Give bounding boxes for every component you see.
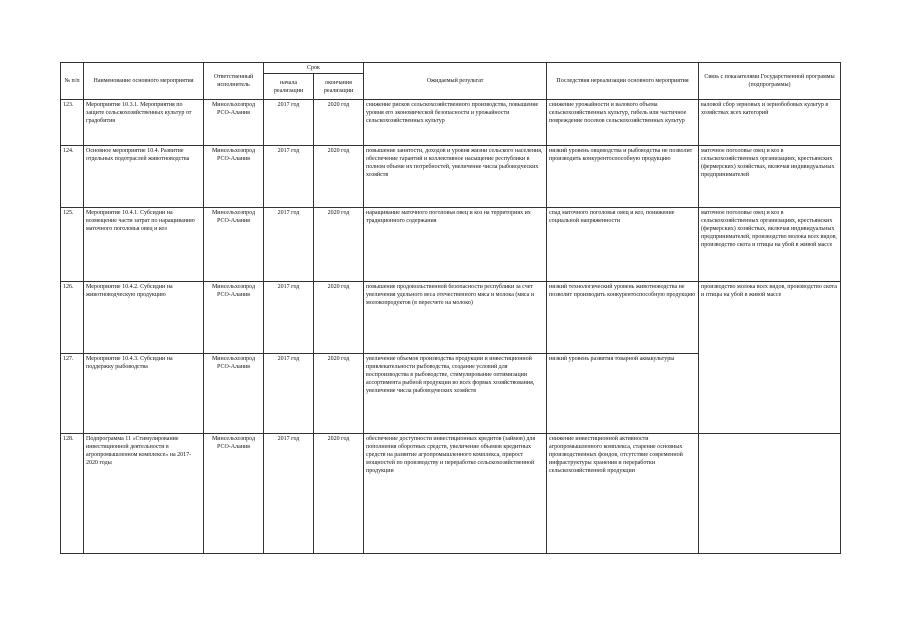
row-result: обеспечение доступности инвестиционных кредитов (займов) для пополнения оборотных средств, увеличение объемов кредитных средств на развитие агропромышленного комплекса, прирост мощностей по производству и переработке сельскохозяйственной продукции xyxy=(364,434,547,554)
row-name: Мероприятие 10.4.1. Субсидии на возмещение части затрат по наращиванию маточного поголовья овец и коз xyxy=(84,208,204,282)
row-link: маточное поголовье овец и коз в сельскохозяйственных организациях, крестьянских (фермерских) хозяйствах, включая индивидуальных предпринимателей xyxy=(699,146,841,208)
row-responsible: Минсельхозпрод РСО-Алания xyxy=(204,434,264,554)
header-responsible: Ответственный исполнитель xyxy=(204,63,264,100)
row-end: 2020 год xyxy=(314,100,364,146)
header-num: № п/п xyxy=(61,63,84,100)
row-consequences: низкий уровень овцеводства и рыбоводства не позволит производить конкурентоспособную продукцию xyxy=(547,146,699,208)
row-name: Основное мероприятие 10.4. Развитие отдельных подотраслей животноводства xyxy=(84,146,204,208)
row-end: 2020 год xyxy=(314,282,364,354)
row-start: 2017 год xyxy=(264,282,314,354)
row-start: 2017 год xyxy=(264,100,314,146)
row-start: 2017 год xyxy=(264,146,314,208)
header-result: Ожидаемый результат xyxy=(364,63,547,100)
row-result: наращивание маточного поголовья овец и коз на территориях их традиционного содержания xyxy=(364,208,547,282)
row-end: 2020 год xyxy=(314,146,364,208)
row-start: 2017 год xyxy=(264,208,314,282)
row-num: 123. xyxy=(61,100,84,146)
header-term: Срок xyxy=(264,63,364,74)
header-link: Связь с показателями Государственной программы (подпрограммы) xyxy=(699,63,841,100)
row-result: повышение продовольственной безопасности республики за счет увеличения удельного веса отечественного мяса и молока (мяса и молокопродуктов (в пересчете на молоко) xyxy=(364,282,547,354)
table-row xyxy=(61,100,841,146)
row-num: 127. xyxy=(61,354,84,434)
row-responsible: Минсельхозпрод РСО-Алания xyxy=(204,208,264,282)
row-result: снижение рисков сельскохозяйственного производства, повышение уровня его экономической безопасности и урожайности сельскохозяйственных культур xyxy=(364,100,547,146)
row-link xyxy=(699,434,841,554)
row-consequences: снижение урожайности и валового объема сельскохозяйственных культур, гибель или частичное повреждение посевов сельскохозяйственных культур xyxy=(547,100,699,146)
row-start: 2017 год xyxy=(264,354,314,434)
row-result: увеличение объемов производства продукции и инвестиционной привлекательности рыбоводства, создание условий для воспроизводства в рыбоводстве, стимулирование оптимизации ассортимента рыбной продукции во всех формах хозяйствования, увеличение числа рыбоводческих хозяйств xyxy=(364,354,547,434)
table-row xyxy=(61,434,841,554)
row-consequences: спад маточного поголовья овец и коз, понижение социальной напряженности xyxy=(547,208,699,282)
row-consequences: низкий уровень развития товарной аквакультуры xyxy=(547,354,699,434)
row-responsible: Минсельхозпрод РСО-Алания xyxy=(204,354,264,434)
header-consequences: Последствия нереализации основного мероприятия xyxy=(547,63,699,100)
table-row xyxy=(61,146,841,208)
row-responsible: Минсельхозпрод РСО-Алания xyxy=(204,100,264,146)
row-link: маточное поголовье овец и коз в сельскохозяйственных организациях, крестьянских (фермерских) хозяйствах, включая индивидуальных предпринимателей, производство молока всех видов, производство скота и птицы на убой в живой массе xyxy=(699,208,841,282)
table-row xyxy=(61,282,841,354)
row-start: 2017 год xyxy=(264,434,314,554)
program-table xyxy=(60,62,841,554)
row-name: Подпрограмма 11 «Стимулирование инвестиционной деятельности в агропромышленном комплексе» на 2017-2020 годы xyxy=(84,434,204,554)
row-link: валовой сбор зерновых и зернобобовых культур в хозяйствах всех категорий xyxy=(699,100,841,146)
row-num: 128. xyxy=(61,434,84,554)
row-name: Мероприятие 10.4.3. Субсидии на поддержку рыбоводства xyxy=(84,354,204,434)
row-num: 126. xyxy=(61,282,84,354)
row-result: повышение занятости, доходов и уровня жизни сельского населения, обеспечение гарантий и коллективное насыщение республики в полном объеме их потребностей, увеличение числа рыбоводческих хозяйств xyxy=(364,146,547,208)
table-row xyxy=(61,208,841,282)
row-consequences: низкий технологический уровень животноводства не позволит производить конкурентоспособную продукцию xyxy=(547,282,699,354)
row-name: Мероприятие 10.3.1. Мероприятия по защите сельскохозяйственных культур от градобития xyxy=(84,100,204,146)
row-responsible: Минсельхозпрод РСО-Алания xyxy=(204,282,264,354)
row-responsible: Минсельхозпрод РСО-Алания xyxy=(204,146,264,208)
row-end: 2020 год xyxy=(314,434,364,554)
row-name: Мероприятие 10.4.2. Субсидии на животноводческую продукцию xyxy=(84,282,204,354)
row-end: 2020 год xyxy=(314,208,364,282)
header-start: начала реализации xyxy=(264,74,314,100)
row-num: 124. xyxy=(61,146,84,208)
header-end: окончания реализации xyxy=(314,74,364,100)
row-consequences: снижение инвестиционной активности агропромышленного комплекса, старение основных производственных фондов, отсутствие современной инфраструктуры хранения и переработки сельскохозяйственной продукции xyxy=(547,434,699,554)
header-name: Наименование основного мероприятия xyxy=(84,63,204,100)
row-link: производство молока всех видов, производство скота и птицы на убой в живой массе xyxy=(699,282,841,434)
row-end: 2020 год xyxy=(314,354,364,434)
row-num: 125. xyxy=(61,208,84,282)
